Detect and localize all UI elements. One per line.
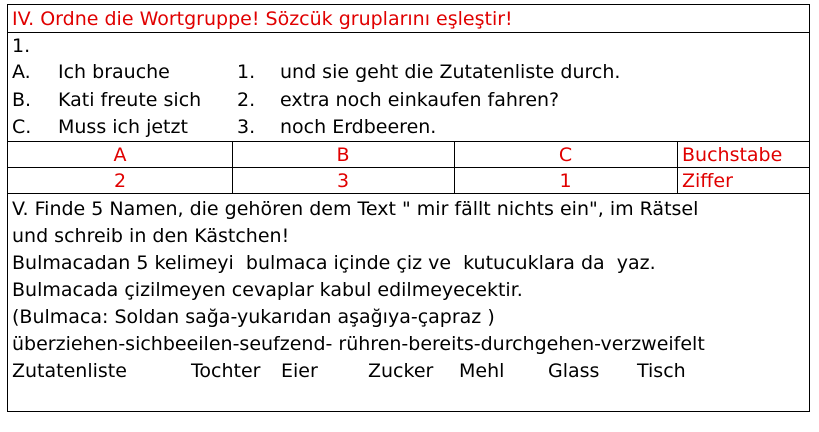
table-divider	[677, 168, 678, 193]
digits-row-label: Ziffer	[682, 170, 733, 192]
exercise-number: 1.	[12, 35, 31, 57]
matching-exercise	[7, 32, 810, 142]
word-item: Tisch	[637, 360, 686, 382]
right-item-number: 2.	[237, 89, 256, 111]
left-item-letter: A.	[12, 61, 31, 83]
word-item: Eier	[281, 360, 318, 382]
answer-digit-cell: 1	[559, 170, 572, 192]
section-5-panel	[7, 193, 810, 412]
answer-letter-cell: A	[113, 144, 127, 166]
left-item-text: Ich brauche	[58, 61, 170, 83]
answer-table-digits-row	[7, 167, 810, 194]
section-5-instruction-line: V. Finde 5 Namen, die gehören dem Text " mir fällt nichts ein", im Rätsel	[12, 198, 699, 220]
word-item: Mehl	[459, 360, 505, 382]
answer-letter-cell: B	[336, 144, 350, 166]
word-item: Tochter	[191, 360, 261, 382]
letters-row-label: Buchstabe	[682, 144, 783, 166]
answer-digit-cell: 3	[336, 170, 350, 192]
right-item-text: und sie geht die Zutatenliste durch.	[280, 61, 621, 83]
left-item-text: Muss ich jetzt	[58, 116, 188, 138]
section-5-instruction-line: (Bulmaca: Soldan sağa-yukarıdan aşağıya-çapraz )	[12, 306, 495, 328]
section-5-word-chain: überziehen-sichbeeilen-seufzend- rühren-bereits-durchgehen-verzweifelt	[12, 333, 705, 355]
answer-table-letters-row	[7, 141, 810, 168]
word-item: Glass	[548, 360, 600, 382]
right-item-number: 3.	[237, 116, 256, 138]
left-item-text: Kati freute sich	[58, 89, 202, 111]
section-5-instruction-line: Bulmacadan 5 kelimeyi bulmaca içinde çiz ve kutucuklara da yaz.	[12, 252, 656, 274]
answer-digit-cell: 2	[113, 170, 127, 192]
left-item-letter: B.	[12, 89, 32, 111]
left-item-letter: C.	[12, 116, 32, 138]
section-4-title-row	[7, 4, 810, 33]
right-item-text: noch Erdbeeren.	[280, 116, 437, 138]
section-4-title: IV. Ordne die Wortgruppe! Sözcük gruplarını eşleştir!	[12, 8, 513, 30]
section-5-instruction-line: und schreib in den Kästchen!	[12, 225, 290, 247]
word-item: Zucker	[368, 360, 434, 382]
table-divider	[677, 142, 678, 167]
right-item-text: extra noch einkaufen fahren?	[280, 89, 560, 111]
answer-letter-cell: C	[558, 144, 573, 166]
word-item: Zutatenliste	[12, 360, 127, 382]
section-5-instruction-line: Bulmacada çizilmeyen cevaplar kabul edilmeyecektir.	[12, 279, 523, 301]
right-item-number: 1.	[237, 61, 256, 83]
